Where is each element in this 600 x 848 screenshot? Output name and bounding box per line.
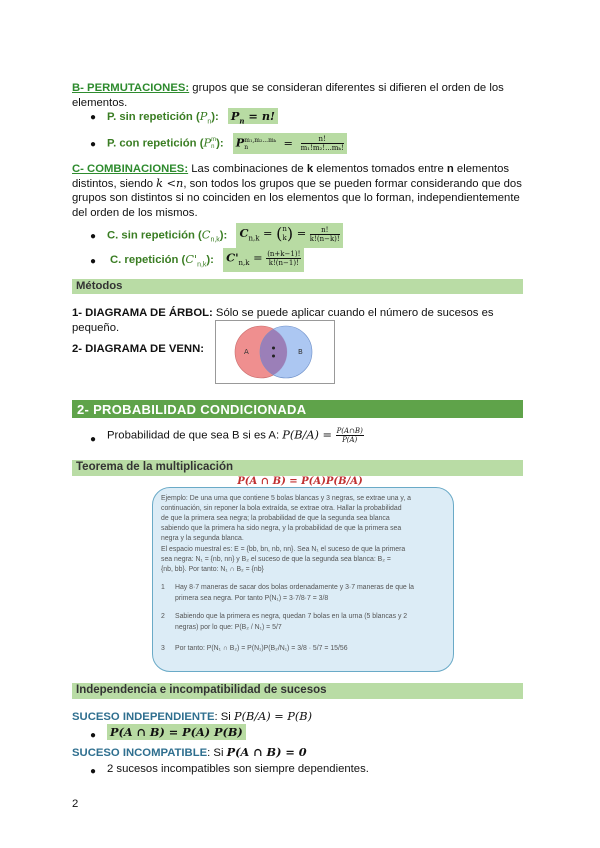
- example-step-text: Sabiendo que la primera es negra, quedan 7 bolas en la urna (5 blancas y 2: [175, 613, 408, 620]
- bullet-icon: ●: [90, 139, 97, 150]
- venn-heading: 2- DIAGRAMA DE VENN:: [72, 343, 205, 355]
- bullet-icon: ●: [90, 112, 97, 123]
- bullet-icon: ●: [90, 730, 97, 741]
- example-box: [152, 487, 454, 672]
- permutaciones-text1: grupos que se consideran diferentes si difieren el orden de los: [192, 82, 504, 94]
- example-line: negra y la segunda blanca.: [161, 535, 244, 542]
- combinaciones-paragraph: C- COMBINACIONES: Las combinaciones de k elementos tomados entre n elementos distintos, siendo k <n, son todos los grupos que se pueden formar considerando que dos grupos son distintos si no coinciden en los elementos que lo forman, independientemente del orden de los mismos.: [72, 163, 522, 219]
- perm-sin-close: ):: [211, 111, 219, 123]
- perm-sin-sub: n: [207, 118, 212, 126]
- example-line: de que la primera sea negra; la probabilidad de que la segunda sea blanca: [161, 515, 390, 522]
- metodos-title: Métodos: [76, 280, 123, 292]
- independencia-band: [72, 683, 523, 699]
- permutaciones-text2: elementos.: [72, 96, 128, 109]
- example-step-text: Hay 8·7 maneras de sacar dos bolas ordenadamente y 3·7 maneras de que la: [175, 584, 415, 591]
- indep-bullet: [107, 725, 246, 741]
- arbol-heading: 1- DIAGRAMA DE ÁRBOL:: [72, 307, 213, 319]
- comb-item-sin: C. sin repetición $(C_{n,k})$: $C_{n,k}$ = ( n k ) = $\frac{n!}{k!(n-k)!}$: [107, 223, 343, 248]
- indep-line: SUCESO INDEPENDIENTE: Si P(B/A) = P(B): [72, 710, 313, 723]
- comb-sin-formula: $C_{n,k}$ = ( n k ) = $\frac{n!}{k!(n-k)!}$: [236, 223, 342, 248]
- bullet-icon: ●: [90, 766, 97, 777]
- permutaciones-heading: B- PERMUTACIONES:: [72, 82, 190, 94]
- metodos-band: [72, 279, 523, 294]
- indep-formula: P(B/A) = P(B): [233, 710, 313, 723]
- perm-con-sym: P: [203, 136, 212, 150]
- incomp-line: SUCESO INCOMPATIBLE: Si P(A ∩ B) = 0: [72, 745, 307, 759]
- multiplicacion-title: Teorema de la multiplicación: [76, 461, 233, 473]
- comb-rep-label: C. repetición (: [110, 254, 186, 267]
- bullet-icon: ●: [90, 256, 97, 267]
- perm-sin-sym: P: [199, 110, 208, 123]
- prob-cond-title: 2- PROBABILIDAD CONDICIONADA: [77, 402, 307, 417]
- perm-sin-formula: $P_n = n$!: [228, 108, 278, 124]
- bullet-icon: ●: [90, 434, 97, 445]
- prob-cond-item: Probabilidad de que sea B si es A: P(B/A) = $\frac{P(A\cap B)}{P(A)}$: [107, 427, 363, 444]
- prob-cond-band: [72, 400, 523, 418]
- example-line: continuación, sin reponer la bola extraída, se extrae otra. Hallar la probabilidad: [161, 505, 402, 512]
- example-line: Ejemplo: De una urna que contiene 5 bolas blancas y 3 negras, se extrae una y, a: [161, 495, 412, 502]
- perm-item-con: P. con repetición (P m n ): P m₁,m₂...mₖ n = $\frac{n!}{\text{m₁!m₂!...mₖ!}}$: [107, 133, 347, 154]
- comb-rep-formula: $C'_{n,k}$ = $\frac{(n+k-1)!}{k!(n-1)!}$: [223, 248, 304, 272]
- permutaciones-paragraph: [72, 81, 532, 110]
- perm-item-sin: [107, 109, 278, 130]
- example-line: sea negra: N₁ = {nb, nn} y B₂ el suceso de que la segunda sea blanca: B₂ =: [161, 556, 391, 563]
- bullet-icon: ●: [90, 231, 97, 242]
- venn-svg: [216, 321, 334, 383]
- indep-bullet-formula: P(A ∩ B) = P(A) P(B): [107, 724, 246, 740]
- multiplicacion-band: [72, 460, 523, 476]
- incomp-heading: SUCESO INCOMPATIBLE: [72, 747, 208, 759]
- comb-item-rep: C. repetición $(C'_{n,k})$: $C'_{n,k}$ = $\frac{(n+k-1)!}{k!(n-1)!}$: [110, 248, 304, 273]
- page-number: 2: [72, 798, 79, 810]
- combinaciones-heading: C- COMBINACIONES:: [72, 163, 189, 175]
- example-step-text: negras) por lo que: P(B₂ / N₁) = 5/7: [175, 624, 282, 631]
- example-step-text: primera sea negra. Por tanto P(N₁) = 3·7/8·7 = 3/8: [175, 595, 329, 602]
- example-step-text: Por tanto: P(N₁ ∩ B₂) = P(N₁)P(B₂/N₁) = 3/8 · 5/7 = 15/56: [175, 645, 348, 652]
- comb-sin-label: C. sin repetición (: [107, 229, 202, 242]
- venn-label-b: B: [298, 348, 303, 356]
- example-line: sabiendo que la primera ha sido negra, y la probabilidad de que la primera sea: [161, 525, 402, 532]
- perm-sin-label: P. sin repetición (: [107, 111, 200, 123]
- example-step-number: 1: [161, 584, 165, 591]
- multiplicacion-formula: P(A ∩ B) = P(A)P(B/A): [237, 476, 363, 487]
- venn-label-a: A: [244, 348, 249, 356]
- example-step-number: 2: [161, 613, 165, 620]
- arbol-paragraph: 1- DIAGRAMA DE ÁRBOL: Sólo se puede aplicar cuando el número de sucesos es pequeño.: [72, 307, 494, 334]
- venn-diagram: [215, 320, 335, 384]
- example-step-number: 3: [161, 645, 165, 652]
- perm-con-label: P. con repetición (: [107, 137, 204, 150]
- incomp-bullet: 2 sucesos incompatibles son siempre dependientes.: [107, 763, 369, 775]
- example-line: {nb, bb}. Por tanto: N₁ ∩ B₂ = {nb}: [161, 566, 264, 573]
- perm-con-close: ):: [216, 137, 224, 150]
- incomp-formula: P(A ∩ B) = 0: [226, 745, 307, 759]
- perm-con-formula: P m₁,m₂...mₖ n = $\frac{n!}{\text{m₁!m₂!...mₖ!}}$: [233, 133, 347, 154]
- example-line: El espacio muestral es: E = {bb, bn, nb, nn}. Sea N₁ el suceso de que la primera: [161, 546, 406, 553]
- indep-heading: SUCESO INDEPENDIENTE: [72, 711, 215, 723]
- independencia-title: Independencia e incompatibilidad de sucesos: [76, 684, 327, 696]
